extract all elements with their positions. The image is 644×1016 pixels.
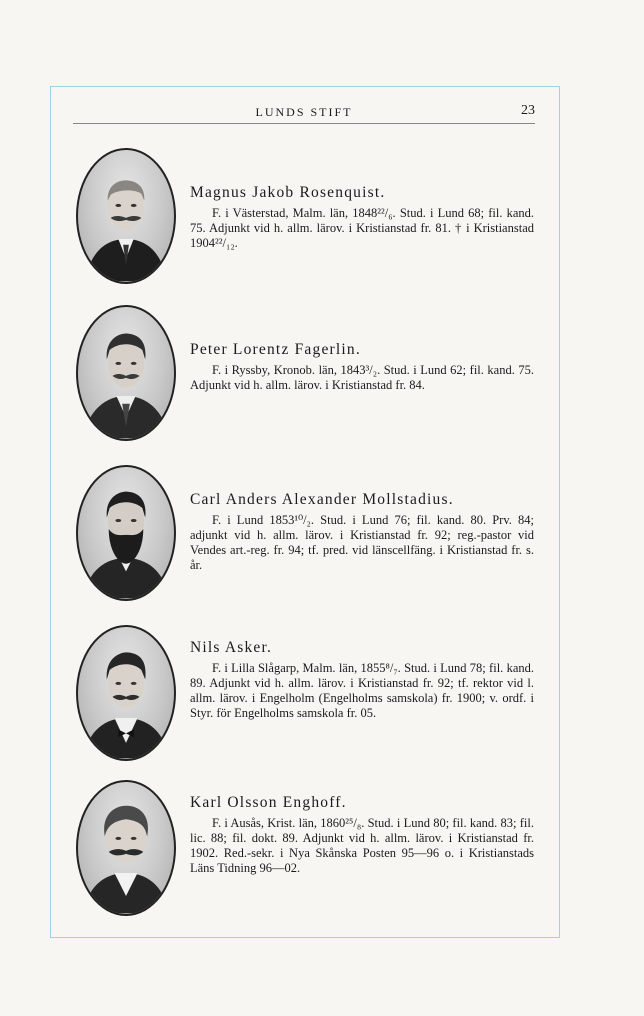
- person-name: Carl Anders Alexander Mollstadius.: [190, 491, 454, 508]
- person-name: Peter Lorentz Fagerlin.: [190, 341, 361, 358]
- person-name: Karl Olsson Enghoff.: [190, 794, 347, 811]
- person-name: Nils Asker.: [190, 639, 273, 656]
- person-bio: F. i Ausås, Krist. län, 1860²⁵/₈. Stud. i Lund 80; fil. kand. 83; fil. lic. 88; fil. dokt. 89. Adjunkt vid h. allm. lärov. i Kristianstad fr. 1902. Red.-sekr. i Nya Skånska Posten 95—96 o. i Kristianstads Läns Tidning 96—02.: [190, 816, 534, 875]
- running-head-title: LUNDS STIFT: [255, 105, 353, 119]
- portrait-icon: [76, 305, 176, 441]
- person-bio: F. i Ryssby, Kronob. län, 1843³/₂. Stud. i Lund 62; fil. kand. 75. Adjunkt vid h. allm. lärov. i Kristianstad fr. 84.: [190, 363, 534, 392]
- portrait-icon: [76, 625, 176, 761]
- person-bio: F. i Lund 1853¹⁰/₂. Stud. i Lund 76; fil. kand. 80. Prv. 84; adjunkt vid h. allm. lärov. i Kristianstad fr. 92; reg.-pastor vid Vendes art.-reg. fr. 94; tf. pred. vid länscellfäng. i Kristianstad fr. s. år.: [190, 513, 534, 572]
- portrait-icon: [76, 148, 176, 284]
- page-number: 23: [521, 103, 535, 118]
- portrait-icon: [76, 780, 176, 916]
- running-head: [73, 103, 535, 124]
- person-bio: F. i Västerstad, Malm. län, 1848²²/₆. Stud. i Lund 68; fil. kand. 75. Adjunkt vid h. allm. lärov. i Kristianstad fr. 81. † i Kristianstad 1904²²/₁₂.: [190, 206, 534, 250]
- person-bio: F. i Lilla Slågarp, Malm. län, 1855⁸/₇. Stud. i Lund 78; fil. kand. 89. Adjunkt vid h. allm. lärov. i Kristianstad fr. 92; tf. rektor vid l. allm. lärov. i Engelholm (Engelholms samskola) fr. 1900; v. ordf. i Styr. för Engelholms samskola fr. 05.: [190, 661, 534, 720]
- person-name: Magnus Jakob Rosenquist.: [190, 184, 386, 201]
- portrait-icon: [76, 465, 176, 601]
